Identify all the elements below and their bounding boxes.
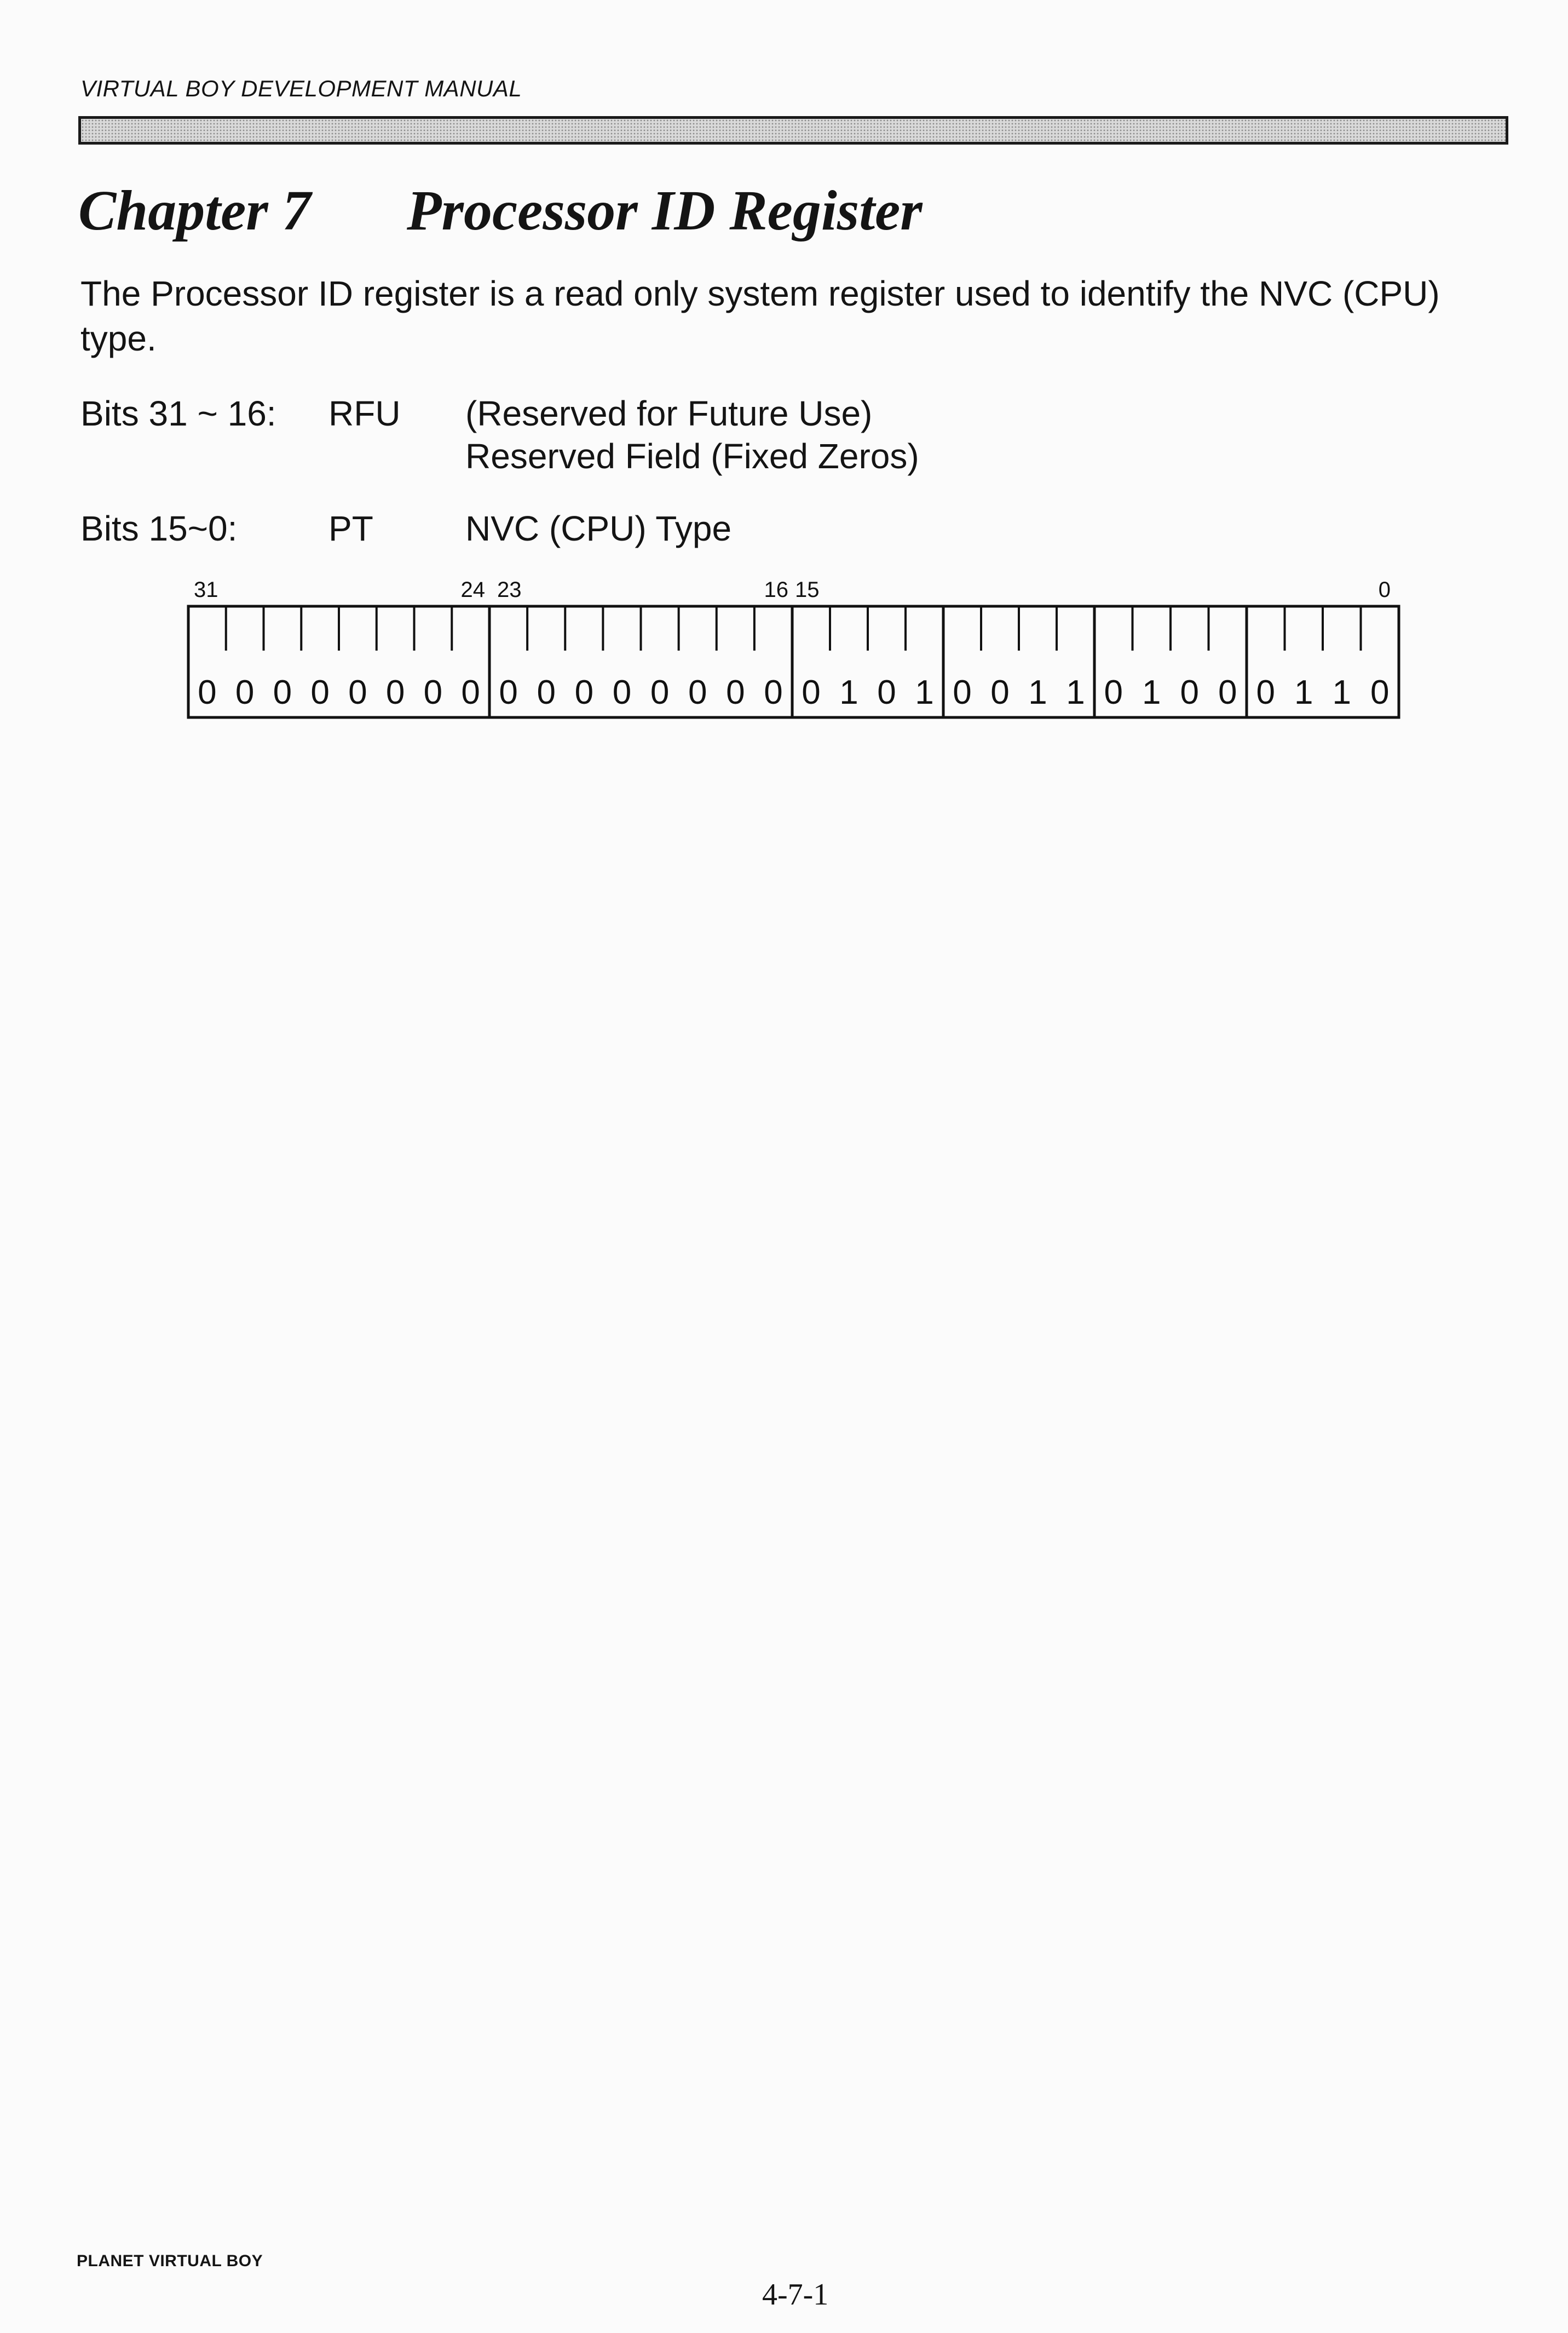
bit-value: 1 [1294, 674, 1313, 711]
field-abbr: PT [328, 509, 373, 548]
bit-value: 0 [348, 674, 367, 711]
bit-value: 0 [953, 674, 972, 711]
bit-value: 0 [310, 674, 330, 711]
bit-value: 0 [764, 674, 783, 711]
bit-value: 0 [612, 674, 632, 711]
bit-value: 1 [1028, 674, 1047, 711]
bit-value: 0 [385, 674, 405, 711]
bit-value: 0 [423, 674, 443, 711]
bit-value: 0 [1104, 674, 1123, 711]
bit-value: 0 [688, 674, 707, 711]
bit-value: 0 [802, 674, 821, 711]
bit-value: 0 [198, 674, 217, 711]
page-number: 4-7-1 [762, 2278, 829, 2312]
bit-value: 1 [1066, 674, 1085, 711]
bit-position-label: 16 [764, 578, 788, 602]
bit-position-label: 31 [194, 578, 218, 602]
bit-value: 1 [1332, 674, 1351, 711]
bit-value: 0 [1370, 674, 1390, 711]
field-bits: Bits 31 ~ 16: [80, 394, 276, 433]
bit-value: 0 [499, 674, 518, 711]
field-description-line: (Reserved for Future Use) [465, 394, 873, 433]
bit-value: 0 [273, 674, 292, 711]
field-bits: Bits 15~0: [80, 509, 238, 548]
bit-value: 0 [461, 674, 480, 711]
bit-value: 0 [574, 674, 594, 711]
register-bit-diagram [0, 0, 1568, 767]
field-description-line: NVC (CPU) Type [465, 509, 732, 548]
field-abbr: RFU [328, 394, 401, 433]
bit-value: 0 [726, 674, 745, 711]
bit-value: 0 [1218, 674, 1237, 711]
chapter-number: Chapter 7 [78, 179, 311, 242]
bit-position-label: 15 [795, 578, 820, 602]
bit-value: 0 [1180, 674, 1199, 711]
bit-position-label: 24 [460, 578, 485, 602]
field-description-line: Reserved Field (Fixed Zeros) [465, 436, 919, 476]
bit-value: 1 [839, 674, 858, 711]
bit-position-label: 23 [497, 578, 522, 602]
running-head: VIRTUAL BOY DEVELOPMENT MANUAL [80, 76, 522, 101]
intro-paragraph: The Processor ID register is a read only system register used to identify the NVC (CPU) type. [80, 274, 1440, 358]
chapter-title: Processor ID Register [407, 179, 923, 242]
bit-value: 0 [1256, 674, 1275, 711]
bit-value: 0 [650, 674, 670, 711]
bit-value: 1 [1142, 674, 1161, 711]
bit-value: 1 [915, 674, 934, 711]
footer-publisher: PLANET VIRTUAL BOY [77, 2252, 263, 2270]
bit-value: 0 [877, 674, 896, 711]
bit-value: 0 [537, 674, 556, 711]
bit-value: 0 [990, 674, 1010, 711]
bit-value: 0 [235, 674, 255, 711]
bit-position-label: 0 [1378, 578, 1391, 602]
